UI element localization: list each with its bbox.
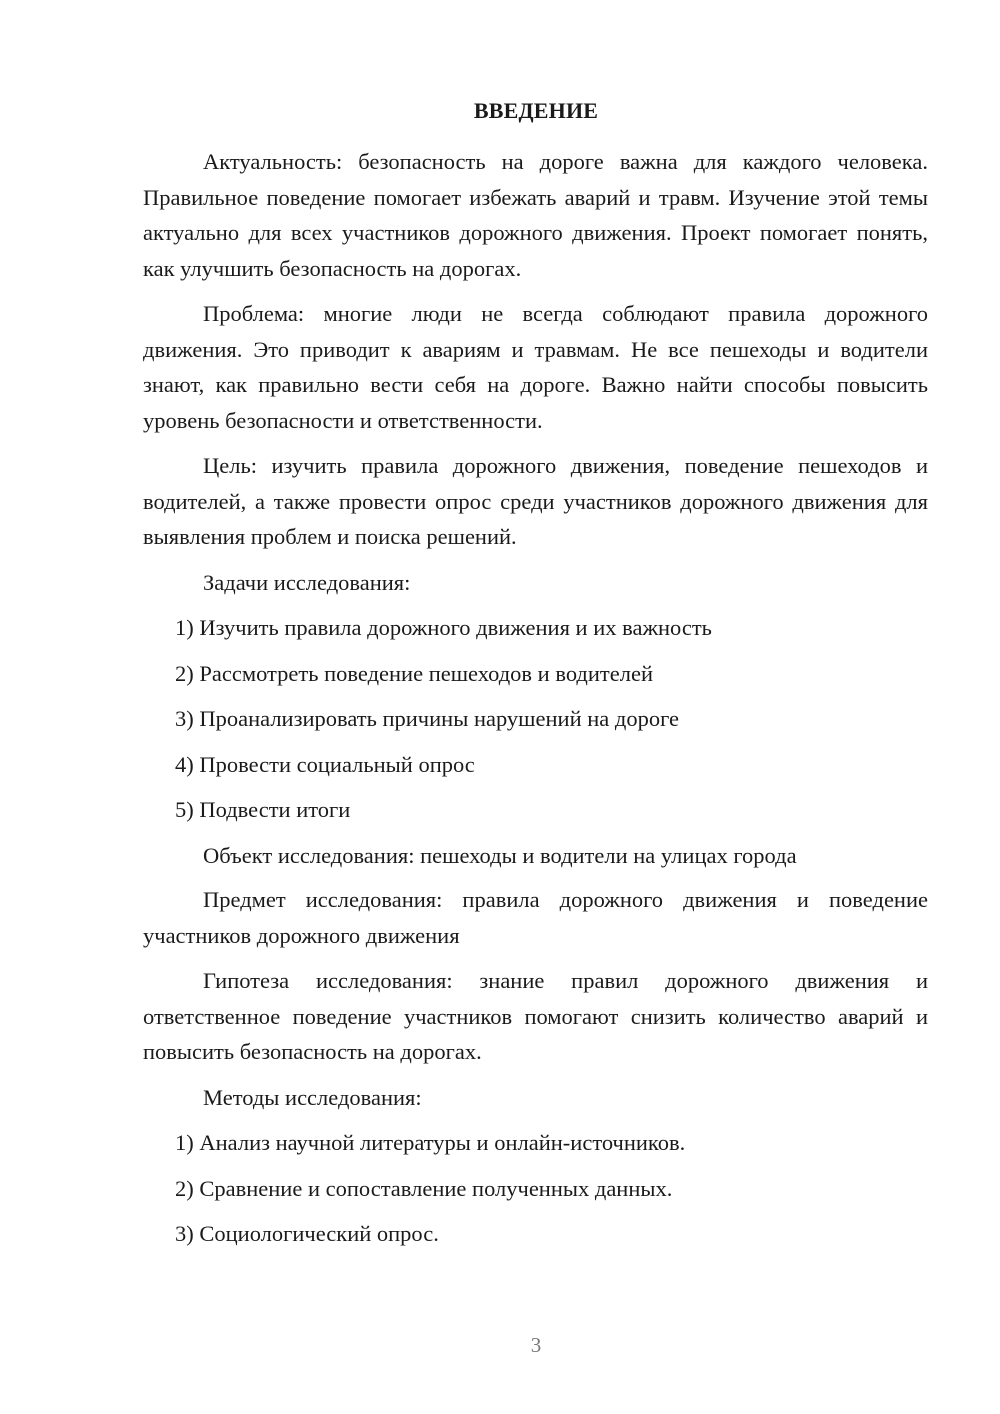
list-item: 4) Провести социальный опрос	[175, 751, 475, 777]
tasks-heading: Задачи исследования:	[203, 569, 411, 595]
page-number: 3	[530, 1333, 542, 1357]
hypothesis-paragraph: Гипотеза исследования: знание правил дорожного движения и ответственное поведение участников помогают снизить количество аварий и повысить безопасность на дорогах.	[143, 968, 928, 1064]
list-item: 5) Подвести итоги	[175, 797, 351, 822]
list-item: 1) Анализ научной литературы и онлайн-источников.	[175, 1130, 686, 1155]
tasks-list	[143, 610, 928, 828]
list-item: 1) Изучить правила дорожного движения и их важность	[175, 615, 712, 640]
list-item: 2) Рассмотреть поведение пешеходов и водителей	[175, 660, 653, 686]
list-item: 3) Социологический опрос.	[175, 1221, 439, 1246]
page-title: ВВЕДЕНИЕ	[473, 98, 599, 123]
list-item: 3) Проанализировать причины нарушений на дороге	[175, 706, 680, 731]
subject-paragraph: Предмет исследования: правила дорожного движения и поведение участников дорожного движения	[143, 887, 928, 948]
methods-list	[143, 1125, 928, 1252]
goal-paragraph: Цель: изучить правила дорожного движения, поведение пешеходов и водителей, а также провести опрос среди участников дорожного движения для выявления проблем и поиска решений.	[143, 453, 928, 549]
list-item: 2) Сравнение и сопоставление полученных данных.	[175, 1175, 673, 1201]
methods-heading: Методы исследования:	[203, 1084, 422, 1110]
relevance-paragraph: Актуальность: безопасность на дороге важна для каждого человека. Правильное поведение помогает избежать аварий и травм. Изучение этой темы актуально для всех участников дорожного движения. Проект помогает понять, как улучшить безопасность на дорогах.	[143, 149, 928, 281]
document-body	[143, 144, 928, 1262]
object-paragraph: Объект исследования: пешеходы и водители на улицах города	[203, 842, 797, 868]
problem-paragraph: Проблема: многие люди не всегда соблюдают правила дорожного движения. Это приводит к авариям и травмам. Не все пешеходы и водители знают, как правильно вести себя на дороге. Важно найти способы повысить уровень безопасности и ответственности.	[143, 301, 928, 433]
